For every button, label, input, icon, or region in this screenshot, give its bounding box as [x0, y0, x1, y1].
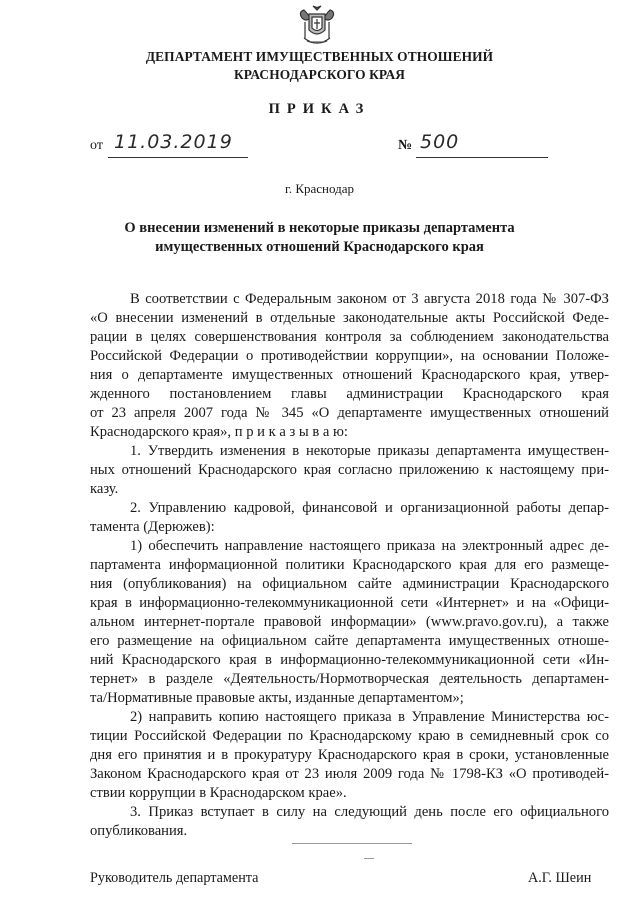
body-line: дня его принятия и в прокуратуру Краснодарского края в сроки, установленные [90, 747, 609, 763]
city: г. Краснодар [284, 181, 355, 196]
scan-artifact [292, 843, 412, 844]
body-line: его размещение на официальном сайте департамента имущественных отноше- [90, 633, 609, 649]
body-line: 1. Утвердить изменения в некоторые приказы департамента имуществен- [130, 443, 609, 459]
body-line: партамента информационной политики Краснодарского края для его размеще- [90, 557, 609, 573]
date-handwritten: 11.03.2019 [114, 131, 233, 153]
body-line: жденного постановлением главы администрации Краснодарского края [90, 386, 609, 402]
department-title-line1: ДЕПАРТАМЕНТ ИМУЩЕСТВЕННЫХ ОТНОШЕНИЙ [145, 49, 494, 64]
body-line: ствии коррупции в Краснодарском крае». [90, 785, 347, 801]
signer-name: А.Г. Шеин [528, 870, 592, 886]
signer-position: Руководитель департамента [90, 870, 259, 886]
body-line: края в информационно-телекоммуникационной сети «Интернет» и на «Офици- [90, 595, 609, 611]
body-line: ных отношений Краснодарского края согласно приложению к настоящему при- [90, 462, 609, 478]
body-line: 2) направить копию настоящего приказа в Управление Министерства юс- [130, 709, 609, 725]
document-type: ПРИКАЗ [268, 101, 371, 117]
body-line: ния (опубликования) на официальном сайте администрации Краснодарского [90, 576, 609, 592]
date-underline [108, 157, 248, 158]
body-line: тиции Российской Федерации по Краснодарскому краю в семидневный срок со [90, 728, 609, 744]
body-line: рации в целях совершенствования контроля за соблюдением законодательства [90, 329, 609, 345]
body-line: от 23 апреля 2007 года № 345 «О департаменте имущественных отношений [90, 405, 609, 421]
body-line: Законом Краснодарского края от 23 июля 2009 года № 1798-КЗ «О противодей- [90, 766, 609, 782]
coat-of-arms-icon [296, 4, 338, 48]
body-line: опубликования. [90, 823, 188, 839]
body-line: 3. Приказ вступает в силу на следующий день после его официального [130, 804, 609, 820]
body-line: тамента (Дерюжев): [90, 519, 215, 535]
body-line: тернет» в разделе «Деятельность/Нормотворческая деятельность департамен- [90, 671, 609, 687]
body-line: 2. Управлению кадровой, финансовой и организационной работы депар- [130, 500, 609, 516]
body-line: «О внесении изменений в отдельные законодательные акты Российской Феде- [90, 310, 609, 326]
subject-line1: О внесении изменений в некоторые приказы департамента [124, 220, 515, 236]
body-line: ния о департаменте имущественных отношений Краснодарского края, утвер- [90, 367, 609, 383]
number-handwritten: 500 [420, 131, 460, 153]
subject-line2: имущественных отношений Краснодарского края [155, 239, 484, 255]
scan-artifact [364, 858, 374, 859]
body-line: 1) обеспечить направление настоящего приказа на электронный адрес де- [130, 538, 609, 554]
department-title-line2: КРАСНОДАРСКОГО КРАЯ [233, 67, 406, 82]
body-line: альном интернет-портале правовой информации» (www.pravo.gov.ru), а также [90, 614, 609, 630]
body-line: казу. [90, 481, 119, 497]
body-line: та/Нормативные правовые акты, изданные департаментом»; [90, 690, 464, 706]
body-line: Краснодарского края», п р и к а з ы в а ю: [90, 424, 348, 440]
date-prefix: от [90, 138, 103, 153]
number-prefix: № [398, 138, 413, 153]
body-line: Российской Федерации о противодействии коррупции», на основании Положе- [90, 348, 609, 364]
body-line: В соответствии с Федеральным законом от 3 августа 2018 года № 307-ФЗ [130, 291, 609, 307]
body-line: ний Краснодарского края в информационно-телекоммуникационной сети «Ин- [90, 652, 609, 668]
number-underline [416, 157, 548, 158]
